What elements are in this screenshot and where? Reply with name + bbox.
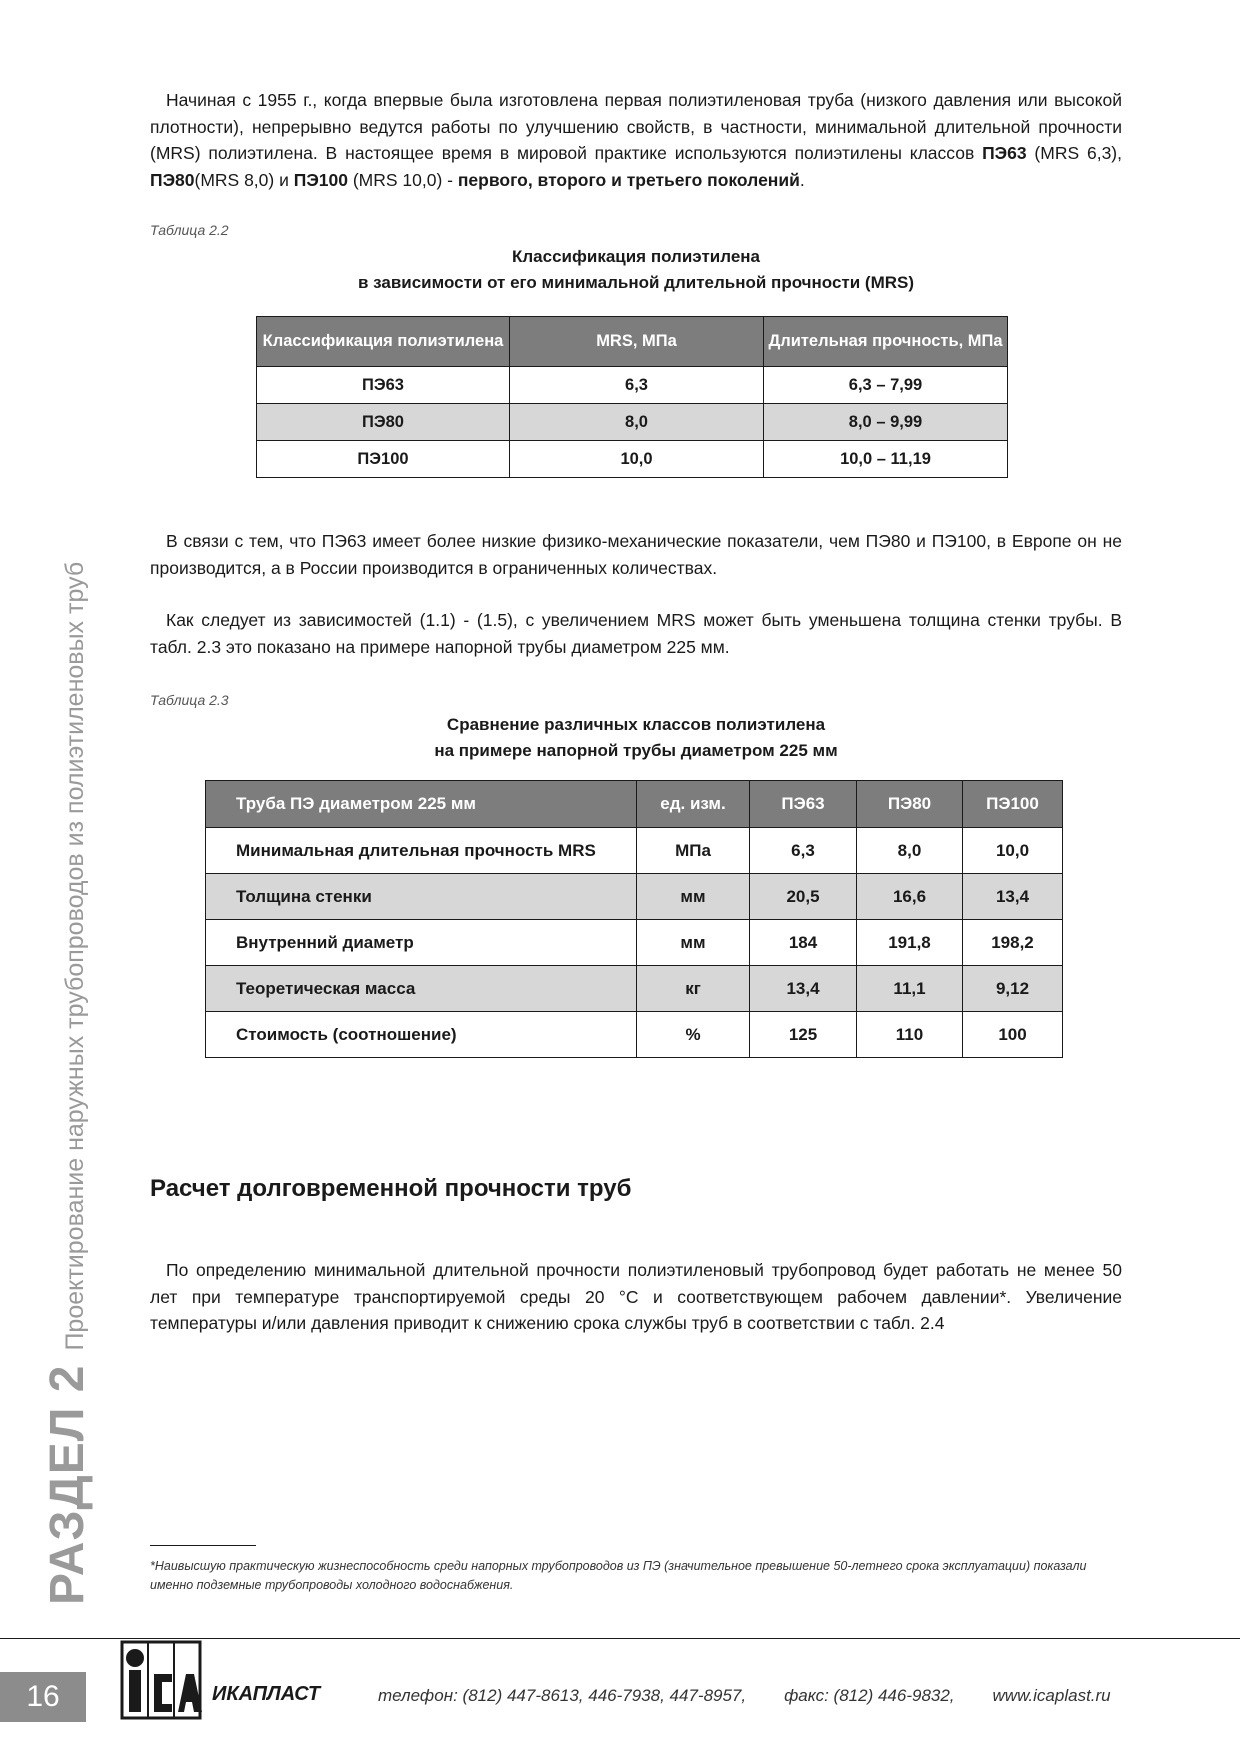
table-header-cell: ПЭ80 — [857, 781, 963, 828]
intro-text-4: (MRS 10,0) - — [347, 169, 458, 190]
table-cell: 8,0 – 9,99 — [764, 404, 1008, 441]
table-cell: 10,0 – 11,19 — [764, 441, 1008, 478]
table-row — [257, 404, 1008, 441]
intro-bold-pe100: ПЭ100 — [293, 169, 348, 190]
table-cell: 20,5 — [750, 874, 857, 920]
table-cell: 8,0 — [857, 828, 963, 874]
section-sidebar-title — [40, 465, 92, 1605]
table-header-cell: ед. изм. — [637, 781, 750, 828]
footer-phone: телефон: (812) 447-8613, 446-7938, 447-8957, — [378, 1686, 747, 1705]
icaplast-logo — [118, 1640, 204, 1720]
section-label: РАЗДЕЛ 2 — [41, 1364, 94, 1605]
section-heading: Расчет долговременной прочности труб — [150, 1175, 632, 1202]
paragraph-4-block — [150, 1257, 1122, 1337]
paragraph-2-block — [150, 528, 1122, 581]
table-header-cell: Длительная прочность, МПа — [764, 317, 1008, 367]
brand-name: ИКАПЛАСТ — [212, 1683, 321, 1705]
table-cell: 6,3 — [510, 367, 764, 404]
intro-bold-generations: первого, второго и третьего поколений — [457, 169, 800, 190]
table-2-2-caption-line2: в зависимости от его минимальной длительной прочности (MRS) — [357, 273, 915, 292]
table-row — [206, 874, 1063, 920]
table-2-3-caption — [150, 712, 1122, 764]
paragraph-3-block — [150, 607, 1122, 660]
table-cell: ПЭ80 — [257, 404, 510, 441]
table-cell: 110 — [857, 1012, 963, 1058]
intro-text-3: (MRS 8,0) и — [194, 169, 294, 190]
table-cell: 13,4 — [963, 874, 1063, 920]
table-row — [206, 1012, 1063, 1058]
table-header-cell: Классификация полиэтилена — [257, 317, 510, 367]
table-cell: Толщина стенки — [206, 874, 637, 920]
table-cell: 198,2 — [963, 920, 1063, 966]
table-header-cell: ПЭ100 — [963, 781, 1063, 828]
table-row — [206, 966, 1063, 1012]
table-cell: ПЭ100 — [257, 441, 510, 478]
table-2-2-caption — [150, 244, 1122, 296]
table-cell: 8,0 — [510, 404, 764, 441]
table-cell: Стоимость (соотношение) — [206, 1012, 637, 1058]
table-row — [206, 920, 1063, 966]
table-cell: 184 — [750, 920, 857, 966]
table-cell: 9,12 — [963, 966, 1063, 1012]
table-2-3 — [205, 780, 1063, 1058]
section-subtitle: Проектирование наружных трубопроводов из полиэтиленовых труб — [61, 561, 89, 1351]
intro-text-1: Начиная с 1955 г., когда впервые была изготовлена первая полиэтиленовая труба (низкого давления или высокой плотности), непрерывно ведутся работы по улучшению свойств, в частности, минимальной длительной прочности (MRS) полиэтилена. В настоящее время в мировой практике используются полиэтилены классов — [150, 90, 1122, 163]
table-cell: 6,3 — [750, 828, 857, 874]
table-cell: 11,1 — [857, 966, 963, 1012]
footer-fax: факс: (812) 446-9832, — [784, 1686, 955, 1705]
table-cell: ПЭ63 — [257, 367, 510, 404]
table-2-3-caption-line2: на примере напорной трубы диаметром 225 мм — [434, 741, 838, 760]
intro-paragraph — [150, 87, 1122, 193]
intro-bold-pe80: ПЭ80 — [150, 169, 195, 190]
table-2-3-caption-line1: Сравнение различных классов полиэтилена — [446, 715, 826, 734]
table-2-2 — [256, 316, 1008, 478]
table-cell: Внутренний диаметр — [206, 920, 637, 966]
table-cell: МПа — [637, 828, 750, 874]
footnote-divider — [150, 1545, 256, 1546]
table-cell: 100 — [963, 1012, 1063, 1058]
table-cell: % — [637, 1012, 750, 1058]
table-cell: 191,8 — [857, 920, 963, 966]
intro-bold-pe63: ПЭ63 — [982, 143, 1027, 163]
page-number: 16 — [0, 1672, 86, 1722]
table-cell: 125 — [750, 1012, 857, 1058]
paragraph-2: В связи с тем, что ПЭ63 имеет более низкие физико-механические показатели, чем ПЭ80 и ПЭ100, в Европе он не производится, а в России производится в ограниченных количествах. — [150, 531, 1122, 578]
footnote: *Наивысшую практическую жизнеспособность среди напорных трубопроводов из ПЭ (значительное превышение 50-летнего срока эксплуатации) показали именно подземные трубопроводы холодного водоснабжения. — [150, 1559, 1087, 1592]
table-row — [257, 441, 1008, 478]
footer-divider — [0, 1638, 1240, 1639]
table-header-row — [206, 781, 1063, 828]
table-2-3-label: Таблица 2.3 — [150, 692, 229, 708]
footer-contacts — [378, 1686, 1149, 1706]
intro-text-5: . — [799, 169, 805, 190]
table-cell: мм — [637, 874, 750, 920]
paragraph-4: По определению минимальной длительной прочности полиэтиленовый трубопровод будет работать не менее 50 лет при температуре транспортируемой среды 20 °С и соответствующем рабочем давлении*. Увеличение температуры и/или давления приводит к снижению срока службы труб в соответствии с табл. 2.4 — [150, 1260, 1122, 1333]
paragraph-3: Как следует из зависимостей (1.1) - (1.5), с увеличением MRS может быть уменьшена толщина стенки трубы. В табл. 2.3 это показано на примере напорной трубы диаметром 225 мм. — [150, 610, 1122, 657]
table-cell: 6,3 – 7,99 — [764, 367, 1008, 404]
table-cell: Теоретическая масса — [206, 966, 637, 1012]
table-cell: 13,4 — [750, 966, 857, 1012]
table-cell: кг — [637, 966, 750, 1012]
table-cell: 16,6 — [857, 874, 963, 920]
icaplast-logo-icon — [118, 1640, 204, 1720]
table-cell: мм — [637, 920, 750, 966]
table-cell: 10,0 — [510, 441, 764, 478]
footer-website-link[interactable]: www.icaplast.ru — [992, 1686, 1111, 1705]
table-row — [257, 367, 1008, 404]
table-cell: 10,0 — [963, 828, 1063, 874]
table-2-2-caption-line1: Классификация полиэтилена — [512, 247, 760, 266]
table-header-cell: Труба ПЭ диаметром 225 мм — [206, 781, 637, 828]
table-header-row — [257, 317, 1008, 367]
intro-text-2: (MRS 6,3), — [1026, 143, 1122, 163]
table-header-cell: ПЭ63 — [750, 781, 857, 828]
table-row — [206, 828, 1063, 874]
table-cell: Минимальная длительная прочность MRS — [206, 828, 637, 874]
intro-block — [150, 87, 1122, 193]
table-2-2-label: Таблица 2.2 — [150, 222, 229, 238]
table-header-cell: MRS, МПа — [510, 317, 764, 367]
